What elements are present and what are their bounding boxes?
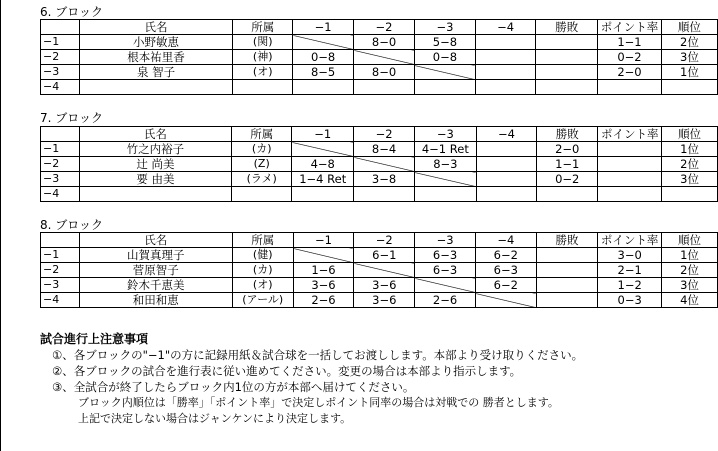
column-header: 順位: [662, 127, 718, 142]
column-header: −1: [293, 233, 354, 248]
row-index: −1: [41, 142, 80, 157]
column-header: 所属: [232, 127, 292, 142]
match-vs-4: [475, 35, 536, 50]
column-header: −4: [476, 127, 536, 142]
win-loss: 0−2: [536, 172, 598, 187]
column-header: −4: [475, 20, 536, 35]
affiliation: (ラメ): [232, 172, 292, 187]
player-name: [79, 80, 232, 95]
column-header: −2: [354, 127, 415, 142]
match-vs-2: 8−4: [354, 142, 415, 157]
match-vs-4: [475, 293, 536, 308]
table-row: [41, 157, 718, 172]
table-row: [41, 248, 718, 263]
row-index: −3: [41, 278, 80, 293]
header-row: [41, 127, 718, 142]
match-vs-1: 1−6: [293, 263, 354, 278]
note-item: ②、各ブロックの試合を進行表に従い進めてください。変更の場合は本部より指示します。: [52, 364, 522, 378]
match-vs-2: [354, 50, 415, 65]
column-header: −1: [292, 127, 354, 142]
win-loss: [536, 263, 598, 278]
player-name: 小野敏恵: [79, 35, 232, 50]
point-ratio: 1−1: [598, 35, 662, 50]
column-header: 勝敗: [536, 20, 598, 35]
match-vs-2: [354, 80, 415, 95]
rank: 1位: [661, 65, 717, 80]
rank: 2位: [661, 263, 717, 278]
match-vs-1: 8−5: [293, 65, 354, 80]
player-name: 竹之内裕子: [79, 142, 232, 157]
match-vs-3: 5−8: [414, 35, 475, 50]
row-index: −4: [41, 80, 80, 95]
point-ratio: 2−1: [598, 263, 662, 278]
column-header: ポイント率: [598, 127, 662, 142]
match-vs-1: 3−6: [293, 278, 354, 293]
match-vs-2: 6−1: [354, 248, 415, 263]
affiliation: (関): [233, 35, 293, 50]
column-header: [41, 127, 80, 142]
rank: 2位: [661, 35, 717, 50]
player-name: 山賀真理子: [79, 248, 232, 263]
column-header: 所属: [232, 233, 293, 248]
match-vs-4: 6−2: [475, 248, 536, 263]
match-vs-2: [354, 263, 415, 278]
note-subitem: 上記で決定しない場合はジャンケンにより決定します。: [78, 412, 352, 425]
column-header: ポイント率: [598, 20, 662, 35]
match-vs-4: [476, 172, 536, 187]
win-loss: [536, 35, 598, 50]
win-loss: [536, 50, 598, 65]
match-vs-4: [476, 187, 536, 202]
column-header: 氏名: [79, 233, 232, 248]
match-vs-4: 6−3: [475, 263, 536, 278]
point-ratio: 3−0: [598, 248, 662, 263]
table-row: [41, 65, 718, 80]
row-index: −3: [41, 172, 80, 187]
header-row: [41, 20, 718, 35]
point-ratio: 1−2: [598, 278, 662, 293]
match-vs-3: [414, 65, 475, 80]
player-name: 菅原智子: [79, 263, 232, 278]
result-table: [40, 19, 718, 95]
note-subitem: ブロック内順位は「勝率」「ポイント率」で決定しポイント同率の場合は対戦での 勝者とします。: [78, 396, 559, 409]
point-ratio: [598, 80, 662, 95]
win-loss: [536, 293, 598, 308]
row-index: −2: [41, 50, 80, 65]
notes-title: 試合進行上注意事項: [40, 332, 149, 346]
match-vs-4: [475, 65, 536, 80]
win-loss: [536, 187, 598, 202]
match-vs-1: 0−8: [293, 50, 354, 65]
match-vs-2: 3−6: [354, 293, 415, 308]
player-name: 根本祐里香: [79, 50, 232, 65]
block-title: 6. ブロック: [40, 5, 104, 19]
affiliation: (オ): [233, 65, 293, 80]
point-ratio: [598, 172, 662, 187]
point-ratio: [598, 157, 662, 172]
table-row: [41, 172, 718, 187]
row-index: −4: [41, 187, 80, 202]
affiliation: (カ): [232, 142, 292, 157]
point-ratio: 2−0: [598, 65, 662, 80]
row-index: −1: [41, 248, 80, 263]
rank: 1位: [661, 248, 717, 263]
column-header: 順位: [661, 233, 717, 248]
note-item: ③、全試合が終了したらブロック内1位の方が本部へ届けてください。: [52, 380, 415, 394]
left-border-line: [0, 0, 1, 451]
match-vs-3: [414, 80, 475, 95]
match-vs-4: [476, 157, 536, 172]
column-header: 所属: [233, 20, 293, 35]
win-loss: [536, 278, 598, 293]
rank: 4位: [661, 293, 717, 308]
match-vs-1: 4−8: [292, 157, 354, 172]
block-title: 7. ブロック: [40, 111, 104, 125]
player-name: 和田和恵: [79, 293, 232, 308]
rank: 3位: [661, 278, 717, 293]
rank: 3位: [662, 172, 718, 187]
match-vs-2: [354, 157, 415, 172]
notes-section: [40, 331, 583, 427]
match-vs-1: [293, 80, 354, 95]
table-row: [41, 187, 718, 202]
result-table: [40, 126, 718, 202]
column-header: −2: [354, 20, 415, 35]
column-header: −4: [475, 233, 536, 248]
column-header: 勝敗: [536, 233, 598, 248]
match-vs-3: 4−1 Ret: [414, 142, 476, 157]
row-index: −4: [41, 293, 80, 308]
match-vs-1: [292, 142, 354, 157]
match-vs-2: 8−0: [354, 35, 415, 50]
match-vs-1: 1−4 Ret: [292, 172, 354, 187]
point-ratio: [598, 142, 662, 157]
match-vs-1: [293, 248, 354, 263]
match-vs-2: 3−6: [354, 278, 415, 293]
table-row: [41, 278, 718, 293]
match-vs-3: [415, 278, 476, 293]
rank: 3位: [661, 50, 717, 65]
affiliation: (Z): [232, 157, 292, 172]
table-row: [41, 50, 718, 65]
match-vs-3: [414, 172, 476, 187]
player-name: 泉 智子: [79, 65, 232, 80]
match-vs-3: 8−3: [414, 157, 476, 172]
match-vs-4: [476, 142, 536, 157]
row-index: −2: [41, 157, 80, 172]
result-table: [40, 232, 718, 308]
column-header: [41, 20, 80, 35]
block-title: 8. ブロック: [40, 218, 104, 232]
affiliation: (健): [232, 248, 293, 263]
affiliation: (神): [233, 50, 293, 65]
affiliation: (オ): [232, 278, 293, 293]
win-loss: 2−0: [536, 142, 598, 157]
rank: [662, 187, 718, 202]
match-vs-3: 2−6: [415, 293, 476, 308]
win-loss: 1−1: [536, 157, 598, 172]
column-header: ポイント率: [598, 233, 662, 248]
column-header: −3: [415, 233, 476, 248]
player-name: 辻 尚美: [79, 157, 232, 172]
column-header: 氏名: [79, 20, 232, 35]
match-vs-1: [293, 35, 354, 50]
column-header: −2: [354, 233, 415, 248]
point-ratio: 0−3: [598, 293, 662, 308]
match-vs-1: [292, 187, 354, 202]
column-header: 氏名: [79, 127, 232, 142]
win-loss: [536, 65, 598, 80]
header-row: [41, 233, 718, 248]
column-header: −3: [414, 20, 475, 35]
table-row: [41, 263, 718, 278]
column-header: [41, 233, 80, 248]
table-row: [41, 35, 718, 50]
rank: 2位: [662, 157, 718, 172]
rank: 1位: [662, 142, 718, 157]
affiliation: (カ): [232, 263, 293, 278]
table-row: [41, 293, 718, 308]
match-vs-2: 8−0: [354, 65, 415, 80]
column-header: 順位: [661, 20, 717, 35]
match-vs-4: [475, 80, 536, 95]
player-name: 要 由美: [79, 172, 232, 187]
player-name: [79, 187, 232, 202]
win-loss: [536, 80, 598, 95]
note-item: ①、各ブロックの"−1"の方に記録用紙＆試合球を一括してお渡しします。本部より受け取りください。: [52, 348, 584, 362]
table-row: [41, 80, 718, 95]
match-vs-3: [414, 187, 476, 202]
player-name: 鈴木千恵美: [79, 278, 232, 293]
table-row: [41, 142, 718, 157]
match-vs-3: 6−3: [415, 248, 476, 263]
affiliation: (アール): [232, 293, 293, 308]
column-header: 勝敗: [536, 127, 598, 142]
win-loss: [536, 248, 598, 263]
point-ratio: 0−2: [598, 50, 662, 65]
match-vs-4: 6−2: [475, 278, 536, 293]
match-vs-1: 2−6: [293, 293, 354, 308]
row-index: −3: [41, 65, 80, 80]
match-vs-4: [475, 50, 536, 65]
match-vs-2: [354, 187, 415, 202]
point-ratio: [598, 187, 662, 202]
row-index: −2: [41, 263, 80, 278]
match-vs-3: 6−3: [415, 263, 476, 278]
affiliation: [232, 187, 292, 202]
match-vs-3: 0−8: [414, 50, 475, 65]
match-vs-2: 3−8: [354, 172, 415, 187]
affiliation: [233, 80, 293, 95]
column-header: −1: [293, 20, 354, 35]
rank: [661, 80, 717, 95]
column-header: −3: [414, 127, 476, 142]
row-index: −1: [41, 35, 80, 50]
